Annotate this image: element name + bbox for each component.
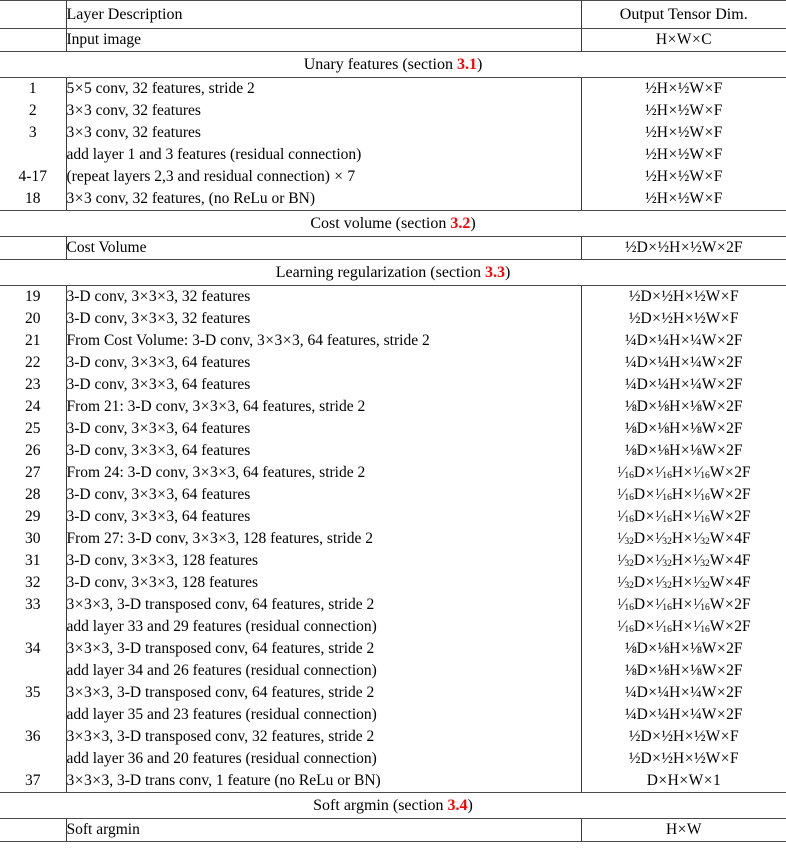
row-index [0, 660, 66, 682]
section-title: Soft argmin (section 3.4) [0, 793, 786, 819]
table-row [0, 122, 786, 144]
section-title: Unary features (section 3.1) [0, 52, 786, 78]
row-output-tensor-dim: ¼D×¼H×¼W×2F [581, 374, 786, 396]
row-layer-description: 3×3 conv, 32 features [66, 122, 581, 144]
row-layer-description: 3×3×3, 3-D transposed conv, 32 features, stride 2 [66, 726, 581, 748]
row-layer-description: From 24: 3-D conv, 3×3×3, 64 features, stride 2 [66, 462, 581, 484]
row-index: 36 [25, 728, 41, 745]
row-output-tensor-dim: ½H×½W×F [581, 166, 786, 188]
table-row [0, 374, 786, 396]
row-output-tensor-dim: D×H×W×1 [581, 770, 786, 793]
row-output-tensor-dim: ½D×½H×½W×F [581, 308, 786, 330]
row-output-tensor-dim: $^1⁄_{16}D\times^1⁄_{16}H\times^1⁄_{16}W\times 2F$ [581, 484, 786, 506]
row-output-tensor-dim: ⅛D×⅛H×⅛W×2F [581, 638, 786, 660]
row-output-tensor-dim: ½D×½H×½W×F [581, 748, 786, 770]
row-output-tensor-dim: ½D×½H×½W×F [581, 726, 786, 748]
row-index [0, 704, 66, 726]
header-cell-output-tensor-dim: Output Tensor Dim. [581, 1, 786, 29]
table-row [0, 29, 786, 52]
table-row [0, 352, 786, 374]
header-cell-layer-description: Layer Description [66, 1, 581, 29]
row-output-tensor-dim: $^1⁄_{16}D\times^1⁄_{16}H\times^1⁄_{16}W\times 2F$ [581, 594, 786, 616]
table-row [0, 78, 786, 101]
row-index: 33 [25, 596, 41, 613]
section-header-row [0, 211, 786, 237]
row-layer-description: add layer 33 and 29 features (residual connection) [66, 616, 581, 638]
row-layer-description: 3×3 conv, 32 features [66, 100, 581, 122]
row-layer-description: 3-D conv, 3×3×3, 32 features [66, 308, 581, 330]
row-layer-description: add layer 35 and 23 features (residual connection) [66, 704, 581, 726]
row-output-tensor-dim: ⅛D×⅛H×⅛W×2F [581, 396, 786, 418]
table-row [0, 616, 786, 638]
row-output-tensor-dim: ¼D×¼H×¼W×2F [581, 352, 786, 374]
row-layer-description: From 27: 3-D conv, 3×3×3, 128 features, stride 2 [66, 528, 581, 550]
row-output-tensor-dim: ⅛D×⅛H×⅛W×2F [581, 660, 786, 682]
row-index [0, 29, 66, 52]
table-row [0, 704, 786, 726]
table-row [0, 286, 786, 309]
row-index: 3 [28, 124, 37, 141]
section-reference-link[interactable]: 3.3 [484, 264, 505, 281]
row-output-tensor-dim: ½H×½W×F [581, 78, 786, 101]
row-output-tensor-dim: ½H×½W×F [581, 188, 786, 211]
table-header-row [0, 1, 786, 29]
row-index: 35 [25, 684, 41, 701]
row-index: 37 [0, 770, 66, 793]
row-layer-description: 3-D conv, 3×3×3, 64 features [66, 352, 581, 374]
table-row [0, 330, 786, 352]
table-row [0, 166, 786, 188]
row-index [0, 616, 66, 638]
table-row [0, 550, 786, 572]
row-index: 32 [25, 574, 41, 591]
table-row [0, 638, 786, 660]
row-output-tensor-dim: ½H×½W×F [581, 144, 786, 166]
table-row [0, 682, 786, 704]
row-layer-description: add layer 1 and 3 features (residual connection) [66, 144, 581, 166]
row-layer-description: 5×5 conv, 32 features, stride 2 [66, 78, 581, 101]
row-output-tensor-dim: ⅛D×⅛H×⅛W×2F [581, 418, 786, 440]
row-output-tensor-dim: ⅛D×⅛H×⅛W×2F [581, 440, 786, 462]
row-output-tensor-dim: ¼D×¼H×¼W×2F [581, 682, 786, 704]
row-output-tensor-dim: ¼D×¼H×¼W×2F [581, 704, 786, 726]
section-header-row [0, 260, 786, 286]
table-row [0, 770, 786, 793]
row-index: 19 [25, 288, 41, 305]
row-layer-description: From 21: 3-D conv, 3×3×3, 64 features, stride 2 [66, 396, 581, 418]
row-layer-description: From Cost Volume: 3-D conv, 3×3×3, 64 features, stride 2 [66, 330, 581, 352]
section-title: Cost volume (section 3.2) [0, 211, 786, 237]
row-output-tensor-dim: ½H×½W×F [581, 122, 786, 144]
row-index: 22 [25, 354, 41, 371]
row-layer-description: 3-D conv, 3×3×3, 128 features [66, 572, 581, 594]
row-output-tensor-dim: $^1⁄_{16}D\times^1⁄_{16}H\times^1⁄_{16}W\times 2F$ [581, 506, 786, 528]
row-index: 20 [25, 310, 41, 327]
row-layer-description: add layer 34 and 26 features (residual connection) [66, 660, 581, 682]
row-output-tensor-dim: ½D×½H×½W×2F [581, 237, 786, 260]
row-index: 18 [0, 188, 66, 211]
row-index [0, 748, 66, 770]
row-output-tensor-dim: H×W×C [581, 29, 786, 52]
table-row [0, 188, 786, 211]
table-row [0, 440, 786, 462]
row-output-tensor-dim: ½D×½H×½W×F [581, 286, 786, 309]
row-output-tensor-dim: $^1⁄_{32}D\times^1⁄_{32}H\times^1⁄_{32}W\times 4F$ [581, 550, 786, 572]
row-output-tensor-dim: ¼D×¼H×¼W×2F [581, 330, 786, 352]
table-row [0, 506, 786, 528]
table-row [0, 819, 786, 842]
table-row [0, 100, 786, 122]
table-row [0, 144, 786, 166]
table-row [0, 660, 786, 682]
header-cell-index [0, 1, 66, 29]
row-index: 30 [25, 530, 41, 547]
row-output-tensor-dim: $^1⁄_{32}D\times^1⁄_{32}H\times^1⁄_{32}W\times 4F$ [581, 572, 786, 594]
row-index: 2 [28, 102, 37, 119]
table-row [0, 308, 786, 330]
row-layer-description: Input image [66, 29, 581, 52]
row-layer-description: 3-D conv, 3×3×3, 64 features [66, 484, 581, 506]
row-layer-description: (repeat layers 2,3 and residual connection) × 7 [66, 166, 581, 188]
row-layer-description: 3-D conv, 3×3×3, 64 features [66, 506, 581, 528]
table-row [0, 594, 786, 616]
row-output-tensor-dim: $^1⁄_{32}D\times^1⁄_{32}H\times^1⁄_{32}W\times 4F$ [581, 528, 786, 550]
row-index: 1 [28, 80, 37, 97]
row-index: 4-17 [18, 168, 47, 185]
row-index [0, 237, 66, 260]
row-layer-description: add layer 36 and 20 features (residual connection) [66, 748, 581, 770]
row-layer-description: Cost Volume [66, 237, 581, 260]
row-layer-description: 3-D conv, 3×3×3, 64 features [66, 374, 581, 396]
row-index [0, 144, 66, 166]
section-reference-link[interactable]: 3.2 [450, 215, 471, 232]
row-index: 26 [25, 442, 41, 459]
table-row [0, 462, 786, 484]
row-layer-description: 3×3×3, 3-D trans conv, 1 feature (no ReLu or BN) [66, 770, 581, 793]
table-row [0, 726, 786, 748]
row-layer-description: 3×3×3, 3-D transposed conv, 64 features, stride 2 [66, 682, 581, 704]
table-row [0, 237, 786, 260]
row-index: 31 [25, 552, 41, 569]
row-index: 34 [25, 640, 41, 657]
row-layer-description: 3-D conv, 3×3×3, 128 features [66, 550, 581, 572]
row-index: 27 [25, 464, 41, 481]
row-layer-description: 3-D conv, 3×3×3, 32 features [66, 286, 581, 309]
row-index: 21 [25, 332, 41, 349]
row-output-tensor-dim: ½H×½W×F [581, 100, 786, 122]
table-row [0, 484, 786, 506]
table-row [0, 396, 786, 418]
row-layer-description: Soft argmin [66, 819, 581, 842]
section-title: Learning regularization (section 3.3) [0, 260, 786, 286]
section-header-row [0, 793, 786, 819]
table-row [0, 418, 786, 440]
section-reference-link[interactable]: 3.4 [447, 797, 468, 814]
row-layer-description: 3-D conv, 3×3×3, 64 features [66, 418, 581, 440]
row-output-tensor-dim: $^1⁄_{16}D\times^1⁄_{16}H\times^1⁄_{16}W\times 2F$ [581, 462, 786, 484]
row-index: 29 [25, 508, 41, 525]
row-layer-description: 3-D conv, 3×3×3, 64 features [66, 440, 581, 462]
table-row [0, 528, 786, 550]
section-reference-link[interactable]: 3.1 [456, 56, 477, 73]
table-row [0, 572, 786, 594]
row-output-tensor-dim: H×W [581, 819, 786, 842]
row-index: 28 [25, 486, 41, 503]
row-output-tensor-dim: $^1⁄_{16}D\times^1⁄_{16}H\times^1⁄_{16}W\times 2F$ [581, 616, 786, 638]
row-layer-description: 3×3×3, 3-D transposed conv, 64 features, stride 2 [66, 594, 581, 616]
row-index: 25 [25, 420, 41, 437]
row-layer-description: 3×3 conv, 32 features, (no ReLu or BN) [66, 188, 581, 211]
table-row [0, 748, 786, 770]
section-header-row [0, 52, 786, 78]
row-index: 24 [25, 398, 41, 415]
row-index [0, 819, 66, 842]
row-index: 23 [25, 376, 41, 393]
row-layer-description: 3×3×3, 3-D transposed conv, 64 features, stride 2 [66, 638, 581, 660]
